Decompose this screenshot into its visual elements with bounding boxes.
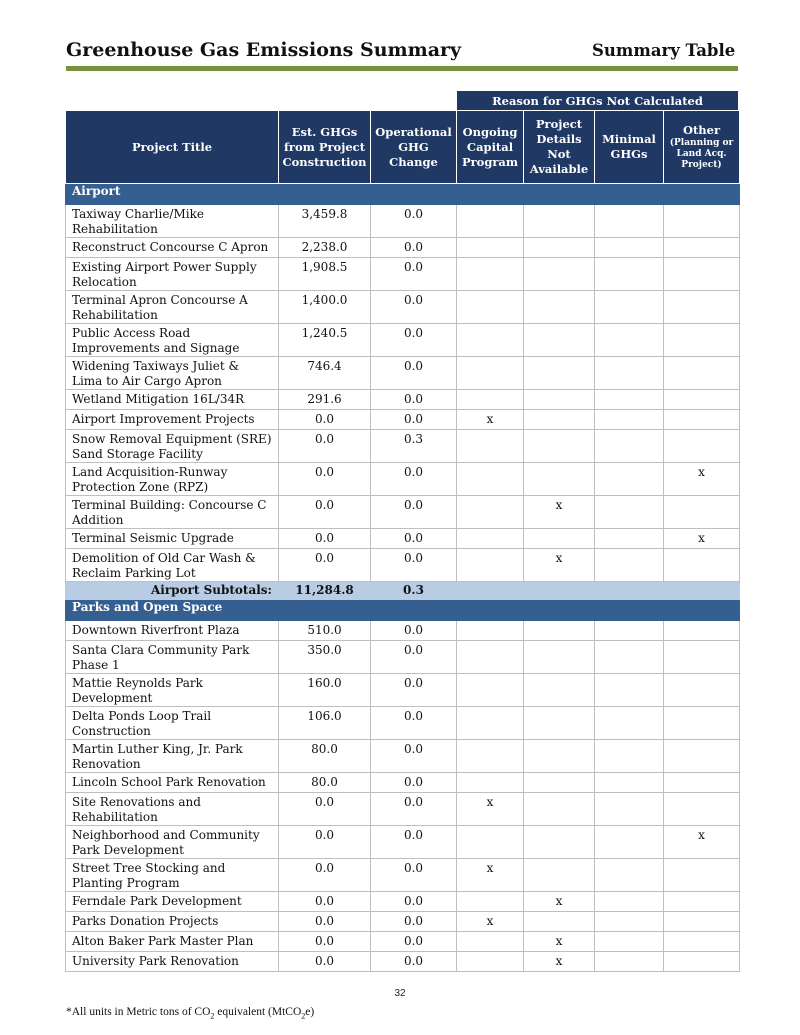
ongoing-cell: [457, 952, 524, 972]
est-ghgs-cell: 80.0: [279, 740, 371, 773]
section-header-row: [66, 600, 740, 621]
project-title-cell: Parks Donation Projects: [66, 912, 279, 932]
operational-cell: 0.0: [371, 641, 457, 674]
other-cell: [664, 410, 740, 430]
details-cell: [524, 238, 595, 258]
minimal-cell: [595, 641, 664, 674]
est-ghgs-cell: 291.6: [279, 390, 371, 410]
operational-cell: 0.0: [371, 621, 457, 641]
table-row: [66, 674, 740, 707]
est-ghgs-cell: 746.4: [279, 357, 371, 390]
details-cell: [524, 912, 595, 932]
table-row: [66, 258, 740, 291]
minimal-cell: [595, 430, 664, 463]
minimal-cell: [595, 892, 664, 912]
other-cell: [664, 205, 740, 238]
other-cell: [664, 238, 740, 258]
project-title-cell: Martin Luther King, Jr. Park Renovation: [66, 740, 279, 773]
other-cell: [664, 952, 740, 972]
section-header-row: [66, 184, 740, 205]
minimal-cell: [595, 291, 664, 324]
other-cell: [664, 740, 740, 773]
project-title-cell: Terminal Apron Concourse A Rehabilitation: [66, 291, 279, 324]
ongoing-cell: [457, 740, 524, 773]
est-ghgs-cell: 160.0: [279, 674, 371, 707]
table-row: [66, 952, 740, 972]
est-ghgs-cell: 1,400.0: [279, 291, 371, 324]
project-title-cell: Lincoln School Park Renovation: [66, 773, 279, 793]
ongoing-cell: [457, 773, 524, 793]
table-row: [66, 430, 740, 463]
ongoing-cell: [457, 291, 524, 324]
minimal-cell: [595, 549, 664, 582]
project-title-cell: Mattie Reynolds Park Development: [66, 674, 279, 707]
project-title-cell: Site Renovations and Rehabilitation: [66, 793, 279, 826]
project-title-cell: Downtown Riverfront Plaza: [66, 621, 279, 641]
project-title-cell: Public Access Road Improvements and Signage: [66, 324, 279, 357]
operational-cell: 0.0: [371, 549, 457, 582]
minimal-cell: [595, 707, 664, 740]
details-cell: x: [524, 952, 595, 972]
est-ghgs-cell: 0.0: [279, 952, 371, 972]
project-title-cell: Airport Improvement Projects: [66, 410, 279, 430]
title-divider: [66, 66, 738, 71]
operational-cell: 0.3: [371, 430, 457, 463]
operational-cell: 0.0: [371, 496, 457, 529]
table-row: [66, 932, 740, 952]
other-cell: [664, 430, 740, 463]
ongoing-cell: [457, 621, 524, 641]
ongoing-cell: x: [457, 912, 524, 932]
minimal-cell: [595, 324, 664, 357]
ongoing-cell: [457, 238, 524, 258]
operational-cell: 0.0: [371, 324, 457, 357]
minimal-cell: [595, 773, 664, 793]
units-footnote: *All units in Metric tons of $CO_2$ equivalent (MtCO$_2$e): [66, 1006, 315, 1021]
ongoing-cell: x: [457, 793, 524, 826]
table-row: [66, 621, 740, 641]
ongoing-cell: [457, 932, 524, 952]
minimal-cell: [595, 238, 664, 258]
other-cell: [664, 793, 740, 826]
minimal-cell: [595, 621, 664, 641]
operational-cell: 0.0: [371, 740, 457, 773]
est-ghgs-cell: 3,459.8: [279, 205, 371, 238]
other-cell: [664, 674, 740, 707]
details-cell: [524, 826, 595, 859]
details-cell: x: [524, 549, 595, 582]
project-title-cell: Neighborhood and Community Park Development: [66, 826, 279, 859]
col-operational: Operational GHG Change: [371, 111, 457, 184]
table-row: [66, 826, 740, 859]
ongoing-cell: [457, 258, 524, 291]
project-title-cell: Santa Clara Community Park Phase 1: [66, 641, 279, 674]
table-row: [66, 410, 740, 430]
other-cell: [664, 258, 740, 291]
operational-cell: 0.0: [371, 932, 457, 952]
minimal-cell: [595, 357, 664, 390]
est-ghgs-cell: 1,240.5: [279, 324, 371, 357]
other-cell: [664, 707, 740, 740]
est-ghgs-cell: 0.0: [279, 410, 371, 430]
minimal-cell: [595, 410, 664, 430]
minimal-cell: [595, 932, 664, 952]
details-cell: [524, 390, 595, 410]
other-cell: [664, 357, 740, 390]
subtotal-operational: 0.3: [371, 582, 457, 600]
details-cell: [524, 674, 595, 707]
operational-cell: 0.0: [371, 529, 457, 549]
other-cell: [664, 549, 740, 582]
subtotal-label: Airport Subtotals:: [66, 582, 279, 600]
col-minimal: Minimal GHGs: [595, 111, 664, 184]
details-cell: [524, 463, 595, 496]
section-title: Parks and Open Space: [66, 600, 740, 621]
project-title-cell: University Park Renovation: [66, 952, 279, 972]
operational-cell: 0.0: [371, 357, 457, 390]
ongoing-cell: [457, 390, 524, 410]
minimal-cell: [595, 463, 664, 496]
details-cell: x: [524, 932, 595, 952]
other-cell: [664, 641, 740, 674]
est-ghgs-cell: 106.0: [279, 707, 371, 740]
operational-cell: 0.0: [371, 773, 457, 793]
subtotal-row: [66, 582, 740, 600]
page-number: 32: [394, 988, 406, 999]
operational-cell: 0.0: [371, 463, 457, 496]
est-ghgs-cell: 0.0: [279, 826, 371, 859]
details-cell: [524, 621, 595, 641]
project-title-cell: Widening Taxiways Juliet & Lima to Air Cargo Apron: [66, 357, 279, 390]
ongoing-cell: [457, 463, 524, 496]
ongoing-cell: [457, 496, 524, 529]
minimal-cell: [595, 952, 664, 972]
ongoing-cell: [457, 674, 524, 707]
subtotal-filler: [457, 582, 740, 600]
est-ghgs-cell: 510.0: [279, 621, 371, 641]
ongoing-cell: [457, 529, 524, 549]
table-row: [66, 793, 740, 826]
details-cell: [524, 258, 595, 291]
est-ghgs-cell: 0.0: [279, 496, 371, 529]
details-cell: [524, 707, 595, 740]
est-ghgs-cell: 0.0: [279, 892, 371, 912]
minimal-cell: [595, 912, 664, 932]
details-cell: [524, 793, 595, 826]
table-row: [66, 892, 740, 912]
project-title-cell: Snow Removal Equipment (SRE) Sand Storage Facility: [66, 430, 279, 463]
est-ghgs-cell: 1,908.5: [279, 258, 371, 291]
other-cell: [664, 932, 740, 952]
operational-cell: 0.0: [371, 952, 457, 972]
operational-cell: 0.0: [371, 826, 457, 859]
est-ghgs-cell: 0.0: [279, 793, 371, 826]
details-cell: [524, 773, 595, 793]
minimal-cell: [595, 390, 664, 410]
est-ghgs-cell: 0.0: [279, 912, 371, 932]
details-cell: [524, 291, 595, 324]
operational-cell: 0.0: [371, 258, 457, 291]
project-title-cell: Demolition of Old Car Wash & Reclaim Parking Lot: [66, 549, 279, 582]
details-cell: x: [524, 496, 595, 529]
other-cell: [664, 390, 740, 410]
project-title-cell: Ferndale Park Development: [66, 892, 279, 912]
section-title: Airport: [66, 184, 740, 205]
table-row: [66, 324, 740, 357]
details-cell: [524, 410, 595, 430]
other-cell: [664, 859, 740, 892]
project-title-cell: Existing Airport Power Supply Relocation: [66, 258, 279, 291]
project-title-cell: Delta Ponds Loop Trail Construction: [66, 707, 279, 740]
est-ghgs-cell: 80.0: [279, 773, 371, 793]
operational-cell: 0.0: [371, 859, 457, 892]
minimal-cell: [595, 859, 664, 892]
ongoing-cell: x: [457, 410, 524, 430]
table-row: [66, 773, 740, 793]
project-title-cell: Terminal Building: Concourse C Addition: [66, 496, 279, 529]
operational-cell: 0.0: [371, 205, 457, 238]
minimal-cell: [595, 205, 664, 238]
details-cell: [524, 529, 595, 549]
project-title-cell: Taxiway Charlie/Mike Rehabilitation: [66, 205, 279, 238]
details-cell: [524, 641, 595, 674]
ongoing-cell: [457, 357, 524, 390]
est-ghgs-cell: 0.0: [279, 932, 371, 952]
minimal-cell: [595, 496, 664, 529]
est-ghgs-cell: 350.0: [279, 641, 371, 674]
project-title-cell: Reconstruct Concourse C Apron: [66, 238, 279, 258]
table-row: [66, 496, 740, 529]
operational-cell: 0.0: [371, 912, 457, 932]
operational-cell: 0.0: [371, 674, 457, 707]
project-title-cell: Terminal Seismic Upgrade: [66, 529, 279, 549]
project-title-cell: Wetland Mitigation 16L/34R: [66, 390, 279, 410]
col-other-label: Other: [682, 123, 721, 137]
details-cell: [524, 324, 595, 357]
table-row: [66, 463, 740, 496]
minimal-cell: [595, 674, 664, 707]
table-row: [66, 740, 740, 773]
page-title: Greenhouse Gas Emissions Summary: [66, 39, 462, 61]
other-cell: [664, 291, 740, 324]
table-row: [66, 707, 740, 740]
ongoing-cell: [457, 641, 524, 674]
table-row: [66, 549, 740, 582]
details-cell: [524, 740, 595, 773]
operational-cell: 0.0: [371, 892, 457, 912]
ongoing-cell: [457, 324, 524, 357]
subtotal-est-ghgs: 11,284.8: [279, 582, 371, 600]
project-title-cell: Land Acquisition-Runway Protection Zone (RPZ): [66, 463, 279, 496]
ongoing-cell: [457, 430, 524, 463]
other-cell: x: [664, 529, 740, 549]
operational-cell: 0.0: [371, 707, 457, 740]
reason-group-header: Reason for GHGs Not Calculated: [457, 91, 738, 110]
operational-cell: 0.0: [371, 238, 457, 258]
operational-cell: 0.0: [371, 390, 457, 410]
table-row: [66, 859, 740, 892]
minimal-cell: [595, 740, 664, 773]
minimal-cell: [595, 258, 664, 291]
other-cell: x: [664, 826, 740, 859]
est-ghgs-cell: 0.0: [279, 549, 371, 582]
est-ghgs-cell: 0.0: [279, 529, 371, 549]
col-est-ghgs: Est. GHGs from Project Construction: [279, 111, 371, 184]
ongoing-cell: [457, 826, 524, 859]
table-row: [66, 529, 740, 549]
page-subtitle: Summary Table: [592, 41, 736, 60]
table-row: [66, 357, 740, 390]
col-details: Project Details Not Available: [524, 111, 595, 184]
details-cell: x: [524, 892, 595, 912]
ongoing-cell: [457, 549, 524, 582]
table-row: [66, 205, 740, 238]
col-ongoing: Ongoing Capital Program: [457, 111, 524, 184]
table-row: [66, 390, 740, 410]
project-title-cell: Alton Baker Park Master Plan: [66, 932, 279, 952]
est-ghgs-cell: 2,238.0: [279, 238, 371, 258]
minimal-cell: [595, 793, 664, 826]
operational-cell: 0.0: [371, 793, 457, 826]
ongoing-cell: [457, 892, 524, 912]
table-row: [66, 641, 740, 674]
details-cell: [524, 859, 595, 892]
operational-cell: 0.0: [371, 410, 457, 430]
col-other-sub: (Planning or Land Acq. Project): [669, 138, 734, 170]
emissions-table: [65, 110, 740, 972]
other-cell: [664, 912, 740, 932]
other-cell: x: [664, 463, 740, 496]
other-cell: [664, 621, 740, 641]
col-project-title: Project Title: [66, 111, 279, 184]
est-ghgs-cell: 0.0: [279, 859, 371, 892]
other-cell: [664, 892, 740, 912]
details-cell: [524, 205, 595, 238]
table-row: [66, 238, 740, 258]
minimal-cell: [595, 826, 664, 859]
details-cell: [524, 430, 595, 463]
col-other: [664, 111, 740, 184]
ongoing-cell: [457, 205, 524, 238]
est-ghgs-cell: 0.0: [279, 463, 371, 496]
details-cell: [524, 357, 595, 390]
table-row: [66, 912, 740, 932]
project-title-cell: Street Tree Stocking and Planting Program: [66, 859, 279, 892]
table-row: [66, 291, 740, 324]
minimal-cell: [595, 529, 664, 549]
operational-cell: 0.0: [371, 291, 457, 324]
other-cell: [664, 773, 740, 793]
other-cell: [664, 324, 740, 357]
ongoing-cell: x: [457, 859, 524, 892]
est-ghgs-cell: 0.0: [279, 430, 371, 463]
ongoing-cell: [457, 707, 524, 740]
other-cell: [664, 496, 740, 529]
table-header-row: [66, 111, 740, 184]
